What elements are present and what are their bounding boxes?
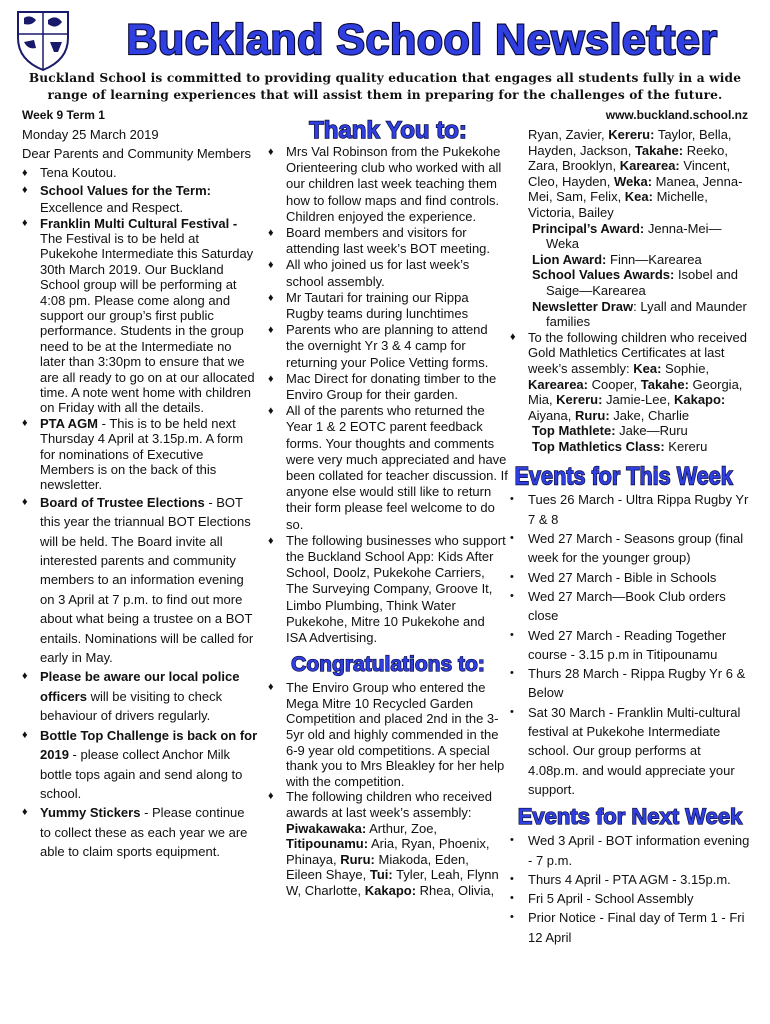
events-this-week-list [510, 490, 750, 799]
newsletter-date: Monday 25 March 2019 [22, 126, 159, 142]
principal-award: Principal’s Award: Jenna-Mei—Weka [532, 220, 722, 252]
column-right [510, 127, 750, 947]
list-item: ♦ To the following children who received Gold Mathletics Certificates at last week’s assembly: Kea: Sophie, Karearea: Cooper, Takahe: Georgia, Mia, Kereru: Jamie-Lee, Kakapo: Aiyana, Ruru: Jake, Charlie [510, 329, 747, 423]
svg-text:Thank You to:: Thank You to: [309, 117, 467, 144]
bullet-icon: • [510, 834, 514, 847]
bullet-icon: ♦ [22, 183, 28, 196]
list-item: ♦ All who joined us for last week’s school assembly. [268, 257, 470, 289]
bullet-icon: • [510, 532, 514, 545]
bullet-icon: • [510, 570, 514, 583]
events-next-week-list [510, 831, 750, 947]
mission-statement: Buckland School is committed to providing quality education that engages all students fully in a wide range of learning experiences that will assist them in preparing for the challenges of the future. [28, 71, 742, 102]
list-item: ♦ Franklin Multi Cultural Festival - The Festival is to be held at Pukekohe Intermediate this Saturday 30th March 2019. Our Buckland School group will be performing at 4:08 pm. Please come along and support our group’s first public performance. Students in the group need to be at the Intermediate no later than 3:30pm to ensure that we are all ready to go on at our allocated time. A note went home with children on Friday with all the details. [22, 215, 255, 416]
list-item: • Wed 27 March - Seasons group (final week for the younger group) [510, 531, 744, 566]
list-item: ♦ Mrs Val Robinson from the Pukekohe Orienteering club who worked with all our children last week teaching them how to follow maps and find controls. Children enjoyed the experience. [268, 144, 502, 224]
list-item: ♦ Board members and visitors for attending last week’s BOT meeting. [268, 225, 491, 257]
bullet-icon: ♦ [22, 670, 28, 683]
bullet-icon: ♦ [268, 146, 274, 158]
bullet-icon: ♦ [268, 681, 274, 694]
congratulations-heading [283, 648, 493, 678]
bullet-icon: • [510, 911, 514, 924]
list-item: ♦ Tena Koutou. [22, 164, 117, 180]
svg-text:Events for Next Week: Events for Next Week [517, 804, 743, 830]
mathletics-list [510, 330, 750, 424]
list-item: • Thurs 28 March - Rippa Rugby Yr 6 & Below [510, 666, 746, 701]
list-item: ♦ All of the parents who returned the Year 1 & 2 EOTC parent feedback forms. Your thoughts and comments were very much appreciated and have been collated for teacher discussion. If anyone else would still like to return their form please feel welcome to do so. [268, 403, 508, 532]
list-item: ♦ Please be aware our local police officers will be visiting to check behaviour of drivers regularly. [22, 669, 240, 724]
list-item: ♦ The following businesses who support the Buckland School App: Kids After School, Doolz, Pukekohe Carriers, The Surveying Company, Groove It, Limbo Plumbing, Think Water Pukekohe, Mitre 10 Pukekohe and ISA Advertising. [268, 532, 506, 646]
list-item: • Prior Notice - Final day of Term 1 - Fri 12 April [510, 910, 745, 945]
events-next-week-heading [517, 799, 743, 831]
thank-you-heading [288, 114, 488, 144]
bullet-icon: ♦ [510, 330, 516, 343]
bullet-icon: • [510, 667, 514, 680]
bullet-icon: ♦ [22, 166, 28, 179]
bullet-icon: ♦ [268, 259, 274, 272]
bullet-icon: ♦ [268, 790, 274, 803]
svg-text:Events for This Week: Events for This Week [514, 462, 733, 491]
bullet-icon: • [510, 872, 514, 885]
list-item: ♦ Mac Direct for donating timber to the Enviro Group for their garden. [268, 370, 497, 403]
bullet-icon: ♦ [22, 495, 28, 508]
list-item: • Sat 30 March - Franklin Multi-cultural festival at Pukekohe Intermediate school. Our group performs at 4.08p.m. and would appreciate your support. [510, 704, 741, 797]
top-mathletics-class: Top Mathletics Class: Kereru [532, 438, 708, 454]
lion-award: Lion Award: Finn—Karearea [532, 251, 702, 267]
bullet-icon: ♦ [22, 728, 28, 741]
list-item: • Thurs 4 April - PTA AGM - 3.15p.m. [510, 870, 750, 889]
newsletter-draw: Newsletter Draw: Lyall and Maunder families [532, 298, 747, 330]
list-item: ♦ School Values for the Term: Excellence and Respect. [22, 182, 211, 215]
greeting: Dear Parents and Community Members [22, 145, 252, 161]
bullet-icon: ♦ [268, 534, 274, 547]
awards-continued: Ryan, Zavier, Kereru: Taylor, Bella, Hayden, Jackson, Takahe: Reeko, Zara, Brooklyn, Karearea: Vincent, Cleo, Hayden, Weka: Manea, Jenna-Mei, Sam, Felix, Kea: Michelle, Victoria, Bailey [528, 127, 743, 220]
list-item: • Wed 27 March - Reading Together course - 3.15 p.m in Titipounamu [510, 627, 727, 662]
bullet-icon: ♦ [268, 291, 274, 304]
school-crest-logo [14, 8, 72, 72]
values-awards: School Values Awards: Isobel and Saige—Karearea [532, 267, 738, 298]
events-this-week-heading [514, 456, 735, 491]
notices-list [22, 164, 258, 862]
list-item: ♦ The following children who received awards at last week’s assembly: Piwakawaka: Arthur, Zoe, Titipounamu: Aria, Ryan, Phoenix, Phinaya, Ruru: Miakoda, Eden, Eileen Shaye, Tui: Tyler, Leah, Flynn W, Charlotte, Kakapo: Rhea, Olivia, [268, 789, 499, 899]
list-item: ♦ Board of Trustee Elections - BOT this year the triannual BOT Elections will be held. The Board invite all interested parents and community members to an information evening on 3 April at 7 p.m. to find out more about what being a trustee on a BOT entails. Nominations will be called for early in May. [22, 494, 254, 666]
bullet-icon: ♦ [22, 806, 28, 819]
bullet-icon: • [510, 628, 514, 641]
list-item: ♦ Mr Tautari for training our Rippa Rugby teams during lunchtimes [268, 289, 469, 322]
list-item: • Wed 3 April - BOT information evening - 7 p.m. [510, 833, 750, 868]
week-term: Week 9 Term 1 [22, 108, 105, 122]
list-item: • Wed 27 March - Bible in Schools [510, 568, 750, 587]
bullet-icon: • [510, 493, 514, 506]
svg-text:Congratulations to:: Congratulations to: [291, 653, 485, 677]
bullet-icon: • [510, 892, 514, 905]
list-item: • Wed 27 March—Book Club orders close [510, 588, 726, 624]
bullet-icon: ♦ [268, 372, 274, 385]
bullet-icon: • [510, 589, 514, 602]
bullet-icon: ♦ [268, 227, 274, 240]
list-item: ♦ Yummy Stickers - Please continue to collect these as each year we are able to claim sports equipment. [22, 805, 248, 860]
newsletter-title-text: Buckland School Newsletter [126, 16, 718, 64]
congratulations-list [268, 680, 508, 898]
thanks-list [268, 144, 508, 646]
bullet-icon: ♦ [22, 216, 28, 229]
list-item: • Fri 5 April - School Assembly [510, 889, 750, 908]
website-url: www.buckland.school.nz [605, 108, 748, 122]
top-mathlete: Top Mathlete: Jake—Ruru [532, 423, 688, 439]
newsletter-title [126, 10, 718, 64]
column-left [22, 108, 258, 862]
bullet-icon: ♦ [22, 416, 28, 429]
bullet-icon: • [510, 705, 514, 718]
list-item: • Tues 26 March - Ultra Rippa Rugby Yr 7 & 8 [510, 492, 749, 527]
list-item: ♦ The Enviro Group who entered the Mega Mitre 10 Recycled Garden Competition and placed 2nd in the 3-5yr old and highly commended in the 6-9 year old competitions. A special thank you to Mrs Bleakley for her help with the competition. [268, 680, 505, 789]
bullet-icon: ♦ [268, 405, 274, 418]
list-item: ♦ PTA AGM - This is to be held next Thursday 4 April at 3.15p.m. A form for nominations of Executive Members is on the back of this newsletter. [22, 415, 244, 493]
list-item: ♦ Bottle Top Challenge is back on for 2019 - please collect Anchor Milk bottle tops again and send along to school. [22, 727, 258, 801]
list-item: ♦ Parents who are planning to attend the overnight Yr 3 & 4 camp for returning your Police Vetting forms. [268, 322, 489, 370]
bullet-icon: ♦ [268, 324, 274, 337]
column-middle [268, 114, 508, 899]
